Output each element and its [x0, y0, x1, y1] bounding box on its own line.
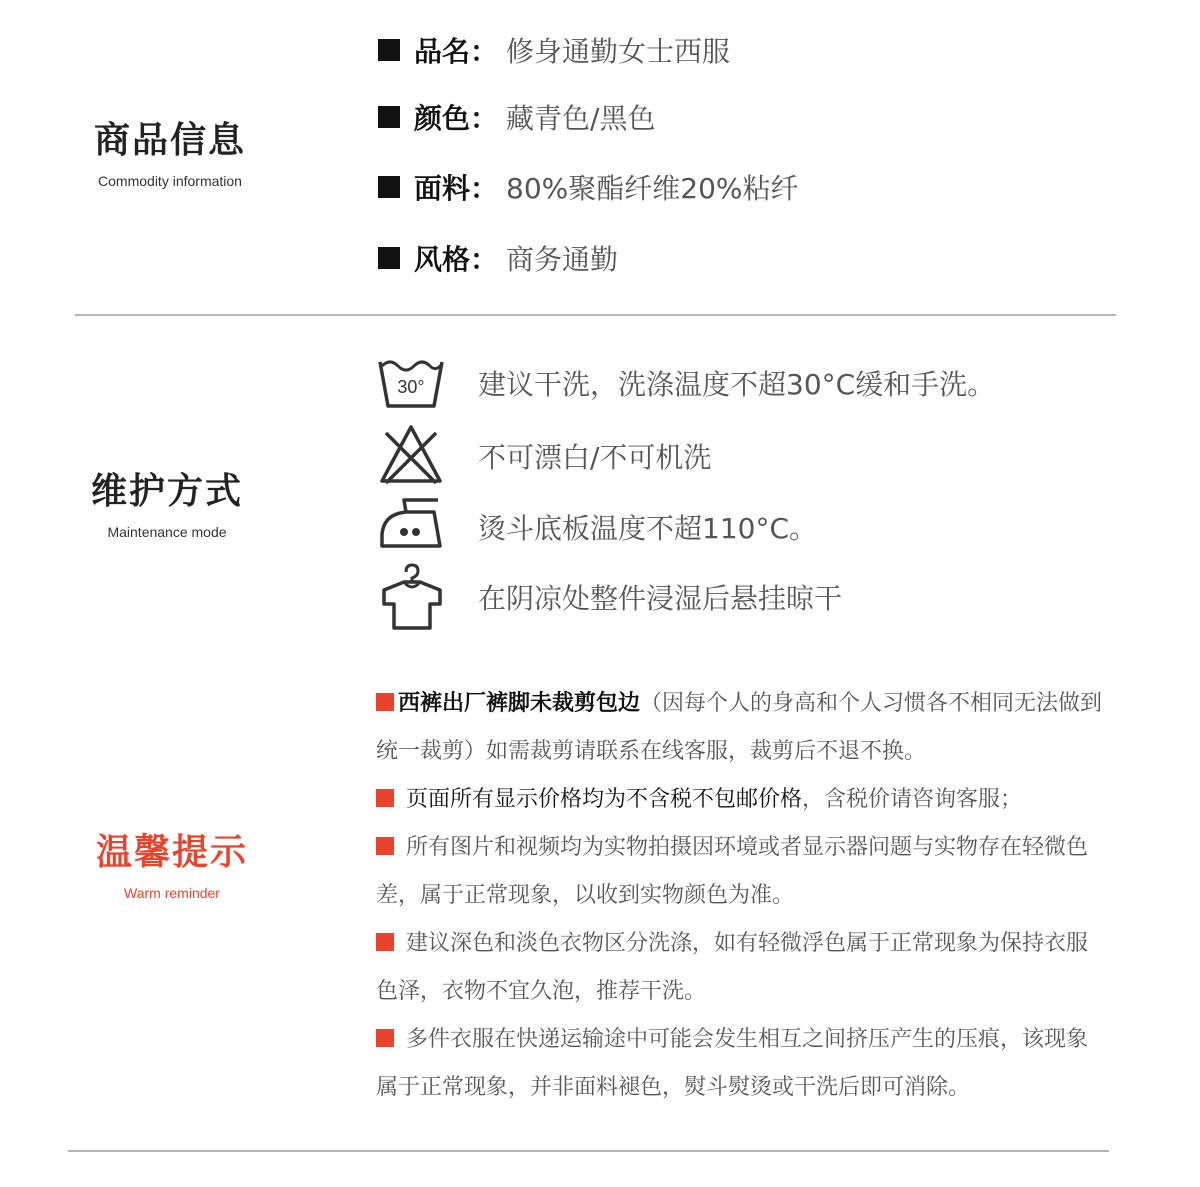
red-square-bullet [376, 933, 394, 951]
info-colon: ： [470, 243, 499, 276]
info-colon: ： [470, 102, 499, 135]
red-square-bullet [376, 1029, 394, 1047]
info-row-color [378, 97, 655, 137]
black-square-bullet [378, 39, 400, 61]
reminder-title-cn: 温馨提示 [95, 832, 248, 873]
info-value: 商务通勤 [506, 243, 619, 276]
tip-item [376, 824, 1106, 920]
info-value: 80%聚酯纤维20%粘纤 [506, 172, 799, 205]
hang-dry-icon [376, 562, 446, 632]
info-colon: ： [470, 35, 499, 68]
care-row-dry [376, 562, 842, 632]
red-square-bullet [376, 693, 394, 711]
black-square-bullet [378, 106, 400, 128]
tip-text: ，含税价请咨询客服； [802, 787, 1023, 812]
tip-text: 多件衣服在快递运输途中可能会发生相互之间挤压产生的压痕，该现象属于正常现象，并非面料褪色，熨斗熨烫或干洗后即可消除。 [376, 1027, 1089, 1100]
tip-text: 建议深色和淡色衣物区分洗涤，如有轻微浮色属于正常现象为保持衣服色泽，衣物不宜久泡，推荐干洗。 [376, 931, 1089, 1004]
tip-dark-text: 页面所有显示价格均为不含税不包邮价格 [406, 787, 803, 812]
tip-item [376, 1016, 1106, 1112]
care-text: 不可漂白/不可机洗 [478, 441, 712, 474]
care-row-bleach [376, 421, 711, 491]
bottom-divider [68, 1150, 1109, 1152]
info-label: 风格 [414, 243, 471, 276]
care-text: 在阴凉处整件浸湿后悬挂晾干 [478, 582, 843, 615]
care-row-wash [376, 348, 995, 418]
maintenance-title-cn: 维护方式 [90, 471, 243, 512]
wash-30-degrees-icon [376, 348, 446, 418]
info-row-style [378, 238, 618, 278]
commodity-section-title [40, 112, 300, 189]
tip-item [376, 680, 1106, 776]
section-divider [75, 314, 1116, 316]
black-square-bullet [378, 176, 400, 198]
info-label: 颜色 [414, 102, 471, 135]
reminder-section-title [42, 824, 302, 901]
info-row-name [378, 30, 730, 70]
care-text: 建议干洗，洗涤温度不超30°C缓和手洗。 [478, 368, 996, 401]
iron-two-dots-icon [376, 492, 446, 562]
info-label: 品名 [414, 35, 471, 68]
info-colon: ： [470, 172, 499, 205]
tip-bold-text: 西裤出厂裤脚未裁剪包边 [398, 691, 641, 716]
tip-text: （因每个人的身高和个人习惯各不相同无法做到统一裁剪）如需裁剪请联系在线客服，裁剪后不退不换。 [376, 691, 1103, 764]
tip-item [376, 920, 1106, 1016]
info-value: 修身通勤女士西服 [506, 35, 731, 68]
no-bleach-icon [376, 421, 446, 491]
reminder-title-en: Warm reminder [124, 885, 220, 901]
tip-text: 所有图片和视频均为实物拍摄因环境或者显示器问题与实物存在轻微色差，属于正常现象，以收到实物颜色为准。 [376, 835, 1089, 908]
info-value: 藏青色/黑色 [506, 102, 656, 135]
info-row-fabric [378, 167, 799, 207]
black-square-bullet [378, 247, 400, 269]
commodity-title-en: Commodity information [98, 173, 242, 189]
reminder-tips [376, 680, 1106, 1112]
commodity-title-cn: 商品信息 [93, 120, 246, 161]
care-text: 烫斗底板温度不超110°C。 [478, 512, 817, 545]
wash-temp-label: 30° [397, 377, 425, 397]
red-square-bullet [376, 837, 394, 855]
maintenance-title-en: Maintenance mode [107, 524, 227, 540]
red-square-bullet [376, 789, 394, 807]
info-label: 面料 [414, 172, 471, 205]
maintenance-section-title [37, 463, 297, 540]
tip-item [376, 776, 1106, 824]
care-row-iron [376, 492, 817, 562]
